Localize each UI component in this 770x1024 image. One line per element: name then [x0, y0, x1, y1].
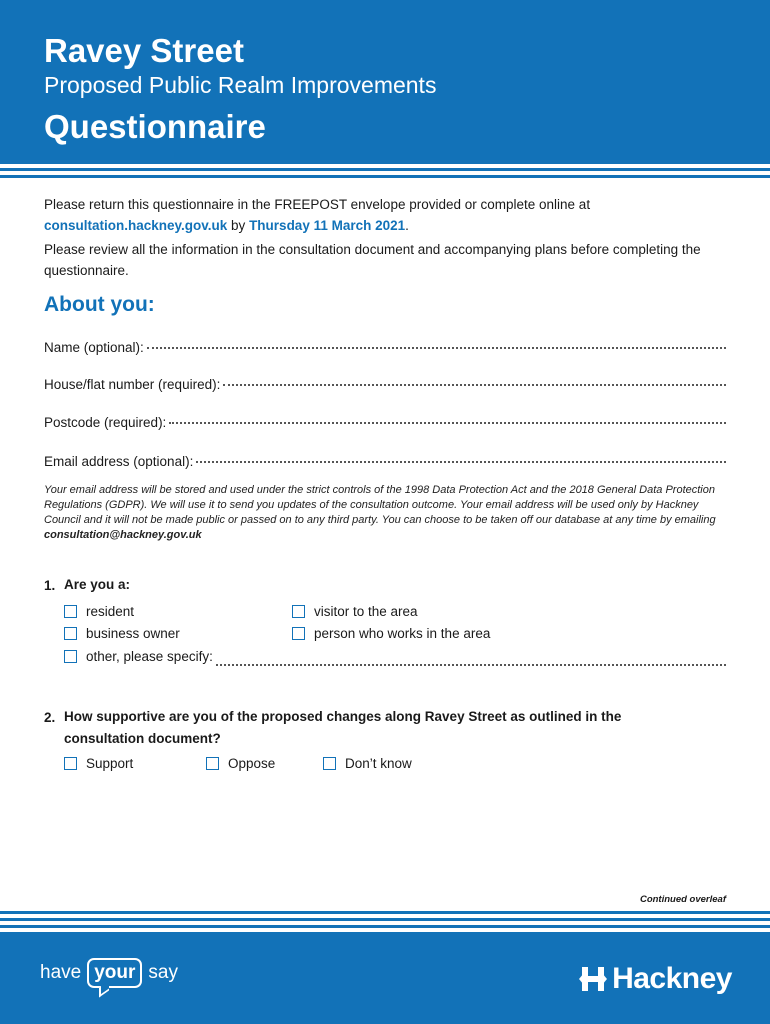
question-2-text: How supportive are you of the proposed changes along Ravey Street as outlined in the consultation document? [64, 709, 622, 746]
option-visitor-label: visitor to the area [314, 604, 418, 619]
option-other[interactable] [64, 649, 726, 664]
email-label: Email address (optional): [44, 454, 194, 469]
option-support[interactable] [64, 756, 133, 771]
have-your-say-logo [40, 958, 178, 988]
logo-your: your [87, 958, 142, 988]
email-field[interactable] [44, 454, 726, 469]
logo-have: have [40, 962, 82, 983]
logo-say: say [148, 962, 178, 983]
checkbox[interactable] [64, 757, 77, 770]
hackney-h-icon [578, 964, 608, 994]
question-1-text: Are you a: [64, 577, 131, 592]
header-banner [0, 0, 770, 164]
option-support-label: Support [86, 756, 134, 771]
house-number-field[interactable] [44, 377, 726, 392]
option-oppose-label: Oppose [228, 756, 276, 771]
hackney-logo [578, 962, 732, 996]
page-title: Ravey Street [44, 32, 244, 69]
option-other-label: other, please specify: [86, 649, 213, 664]
checkbox[interactable] [64, 650, 77, 663]
name-field[interactable] [44, 340, 726, 355]
intro-by: by [227, 218, 250, 233]
footer-banner [0, 932, 770, 1024]
option-resident[interactable] [64, 604, 134, 619]
privacy-email: consultation@hackney.gov.uk [44, 529, 202, 541]
option-visitor[interactable] [292, 604, 418, 619]
name-label: Name (optional): [44, 340, 144, 355]
continued-overleaf: Continued overleaf [639, 894, 726, 905]
house-number-label: House/flat number (required): [44, 377, 221, 392]
intro-text: Please return this questionnaire in the FREEPOST envelope provided or complete online at [44, 197, 591, 212]
deadline-date: Thursday 11 March 2021 [249, 218, 406, 233]
option-dont-know-label: Don’t know [345, 756, 412, 771]
email-input-line[interactable] [196, 453, 726, 463]
option-dont-know[interactable] [323, 756, 412, 771]
option-resident-label: resident [86, 604, 135, 619]
intro-period: . [405, 218, 409, 233]
intro-paragraph-1 [44, 194, 734, 236]
page-subtitle: Proposed Public Realm Improvements [44, 72, 437, 98]
option-works-in-area-label: person who works in the area [314, 626, 491, 641]
name-input-line[interactable] [147, 339, 726, 349]
house-number-input-line[interactable] [223, 376, 726, 386]
checkbox[interactable] [292, 605, 305, 618]
about-you-heading: About you: [44, 293, 155, 316]
option-business-owner-label: business owner [86, 626, 180, 641]
intro-paragraph-2: Please review all the information in the consultation document and accompanying plans before completing the questionnaire. [44, 242, 701, 278]
privacy-text: Your email address will be stored and used under the strict controls of the 1998 Data Protection Act and the 2018 General Data Protection Regulations (GDPR). We will use it to send you updates of the consultation outcome. Your email address will be used only by Hackney Council and it will not be made public or passed on to any third party. You can choose to be taken off our database at any time by emailing [44, 484, 716, 526]
option-works-in-area[interactable] [292, 626, 490, 641]
question-1-number: 1. [44, 578, 56, 593]
questionnaire-heading: Questionnaire [44, 108, 266, 145]
hackney-wordmark: Hackney [612, 962, 732, 995]
checkbox[interactable] [206, 757, 219, 770]
option-oppose[interactable] [206, 756, 275, 771]
checkbox[interactable] [64, 627, 77, 640]
checkbox[interactable] [323, 757, 336, 770]
privacy-notice [44, 483, 732, 543]
option-business-owner[interactable] [64, 626, 180, 641]
other-specify-input-line[interactable] [216, 656, 726, 666]
checkbox[interactable] [64, 605, 77, 618]
consultation-link[interactable]: consultation.hackney.gov.uk [44, 218, 228, 233]
postcode-field[interactable] [44, 415, 726, 430]
question-2-number: 2. [44, 710, 56, 725]
postcode-input-line[interactable] [169, 414, 726, 424]
checkbox[interactable] [292, 627, 305, 640]
postcode-label: Postcode (required): [44, 415, 167, 430]
